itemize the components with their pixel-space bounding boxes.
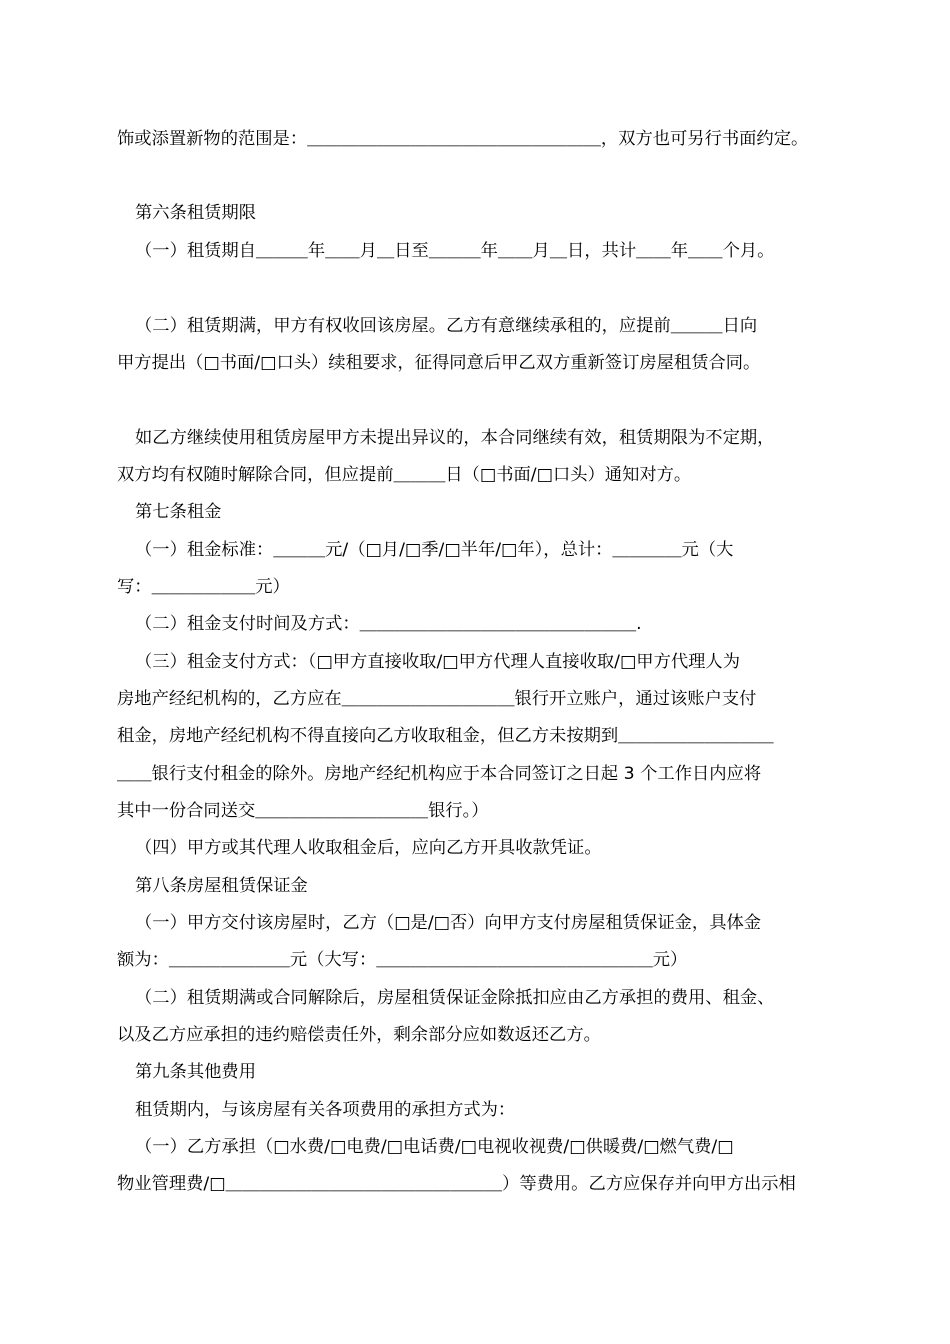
text-line: 以及乙方应承担的违约赔偿责任外，剩余部分应如数返还乙方。 <box>117 1025 601 1045</box>
section-heading: 第八条房屋租赁保证金 <box>135 876 308 896</box>
text-line: 其中一份合同送交＿＿＿＿＿＿＿＿＿＿银行。） <box>117 801 489 821</box>
text-line: （一）甲方交付该房屋时，乙方（□是/□否）向甲方支付房屋租赁保证金，具体金 <box>135 913 762 933</box>
text-line: 物业管理费/□＿＿＿＿＿＿＿＿＿＿＿＿＿＿＿＿）等费用。乙方应保存并向甲方出示相 <box>117 1174 796 1194</box>
section-heading: 第六条租赁期限 <box>135 203 256 223</box>
text-line: 租赁期内，与该房屋有关各项费用的承担方式为： <box>135 1100 516 1120</box>
text-line: 租金，房地产经纪机构不得直接向乙方收取租金，但乙方未按期到＿＿＿＿＿＿＿＿＿ <box>117 726 774 746</box>
text-line: 额为：＿＿＿＿＿＿＿元（大写：＿＿＿＿＿＿＿＿＿＿＿＿＿＿＿＿元） <box>117 950 688 970</box>
text-line: （二）租赁期满或合同解除后，房屋租赁保证金除抵扣应由乙方承担的费用、租金、 <box>135 988 775 1008</box>
text-line: （二）租金支付时间及方式：＿＿＿＿＿＿＿＿＿＿＿＿＿＿＿＿. <box>135 614 642 634</box>
text-line: （一）租赁期自＿＿＿年＿＿月＿日至＿＿＿年＿＿月＿日，共计＿＿年＿＿个月。 <box>135 241 775 261</box>
text-line: （一）乙方承担（□水费/□电费/□电话费/□电视收视费/□供暖费/□燃气费/□ <box>135 1137 734 1157</box>
text-line: 房地产经纪机构的，乙方应在＿＿＿＿＿＿＿＿＿＿银行开立账户，通过该账户支付 <box>117 689 757 709</box>
text-line: 双方均有权随时解除合同，但应提前＿＿＿日（□书面/□口头）通知对方。 <box>117 465 692 485</box>
section-heading: 第九条其他费用 <box>135 1062 256 1082</box>
text-line: 写：＿＿＿＿＿＿元） <box>117 577 290 597</box>
section-heading: 第七条租金 <box>135 502 222 522</box>
text-line: （二）租赁期满，甲方有权收回该房屋。乙方有意继续承租的，应提前＿＿＿日向 <box>135 316 758 336</box>
text-line: （四）甲方或其代理人收取租金后，应向乙方开具收款凭证。 <box>135 838 602 858</box>
text-line: （三）租金支付方式：（□甲方直接收取/□甲方代理人直接收取/□甲方代理人为 <box>135 652 740 672</box>
text-line: 如乙方继续使用租赁房屋甲方未提出异议的，本合同继续有效，租赁期限为不定期， <box>135 428 775 448</box>
text-line: ＿＿银行支付租金的除外。房地产经纪机构应于本合同签订之日起 3 个工作日内应将 <box>117 764 762 784</box>
text-line: （一）租金标准：＿＿＿元/（□月/□季/□半年/□年），总计：＿＿＿＿元（大 <box>135 540 734 560</box>
text-line: 饰或添置新物的范围是：＿＿＿＿＿＿＿＿＿＿＿＿＿＿＿＿＿，双方也可另行书面约定。 <box>117 129 809 149</box>
text-line: 甲方提出（□书面/□口头）续租要求，征得同意后甲乙双方重新签订房屋租赁合同。 <box>117 353 761 373</box>
